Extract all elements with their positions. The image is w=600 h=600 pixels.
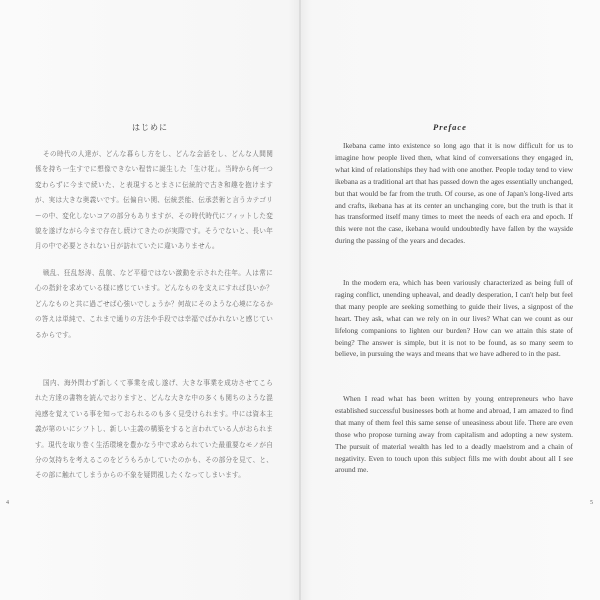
right-page-number: 5 bbox=[590, 500, 593, 506]
right-paragraph-1-text: Ikebana came into existence so long ago that it is now difficult for us to imagine how people lived then, what kind of conversations they engaged in, what kind of relationships they had with one another. People today tend to view ikebana as a traditional art that has passed down the ages essentially unchanged, but that would be far from the truth. Of course, as one of Japan's long-lived arts and crafts, ikebana has at its center an unchanging core, but the truth is that it has transformed itself many times to meet the needs of each era and epoch. If this were not the case, ikebana would undoubtedly have fallen by the wayside during the passing of the years and decades. bbox=[335, 141, 573, 246]
right-paragraph-2-text: In the modern era, which has been variously characterized as being full of raging conflict, unending upheaval, and deadly desperation, I can't help but feel that many people are seeking something to guide their lives, a signpost of the heart. They ask, what can we rely on in our lives? What can we count as our lifelong companions to lighten our burden? How can we attain this state of being? The answer is simple, but it is not to be found, as so many seem to believe, in pursuing the ways and means that we have adhered to in the past. bbox=[335, 278, 573, 359]
right-paragraph-2 bbox=[335, 277, 573, 360]
right-paragraph-3-text: When I read what has been written by young entrepreneurs who have established successful businesses both at home and abroad, I am amazed to find that many of them feel this same sense of uneasiness about life. There are even those who propose turning away from capitalism and adopting a new system. The pursuit of material wealth has led to a deadly maelstrom and a chain of negativity. Even to touch upon this subject fills me with doubt about all I see around me. bbox=[335, 394, 573, 475]
right-page-title: Preface bbox=[433, 122, 467, 132]
left-page-title: はじめに bbox=[132, 123, 168, 132]
right-paragraph-3 bbox=[335, 393, 573, 476]
left-paragraph-2-text: 戦乱、狂乱怒涛、乱航、など平穏ではない激動を示された往年。人は常に心の指針を求めている様に感じています。どんなものを支えにすれば良いか？どんなものと共に過ごせば心強いでしょうか？何故にそのような心境になるかの答えは単純で、これまで通りの方法や手段では幸福でばかれないと感じているからです。 bbox=[35, 269, 273, 339]
right-paragraph-1 bbox=[335, 140, 573, 247]
book-gutter bbox=[299, 0, 301, 600]
left-paragraph-2 bbox=[35, 266, 273, 343]
left-paragraph-1-text: その時代の人達が、どんな暮らし方をし、どんな会話をし、どんな人間関係を持ち一生すでに想像できない程昔に誕生した「生け花」。当時から何一つ変わらずに今まで続いた、と表現するとまさに伝統的で古き和趣を抱けますが、実は大きな奥義いです。伝偏自い関、伝統芸能、伝承芸術と言うカテゴリーの中、変化しないコアの部分もありますが、その時代時代にフィットした変貌を遂げながら今まで存在し続けてきたのが実際です。そうでないと、長い年月の中で必要とされない日が訪れていたに違いありません。 bbox=[35, 150, 273, 251]
left-paragraph-3 bbox=[35, 376, 273, 484]
left-paragraph-3-text: 国内、海外問わず新しくて事業を成し遂げ、大きな事業を成功させてこられた方達の書物を読んでおりますと、どんな大きな中の多くも関ちのような混沌感を覚えている事を知っておられるのも多く見受けられます。中には資本主義が第のいにシフトし、新しい主義の構築をすると言われている人がおられます。現代を取り巻く生活環境を豊かなう中で求められていた最重要なモノが自分の気持ちを考えるこのをどうもろかしていたのかも、その部分を見て、と、その部に触れてしまうからの不象を疑問視したくなってしまいます。 bbox=[35, 379, 273, 480]
left-page-number: 4 bbox=[6, 500, 9, 506]
left-paragraph-1 bbox=[35, 147, 273, 255]
